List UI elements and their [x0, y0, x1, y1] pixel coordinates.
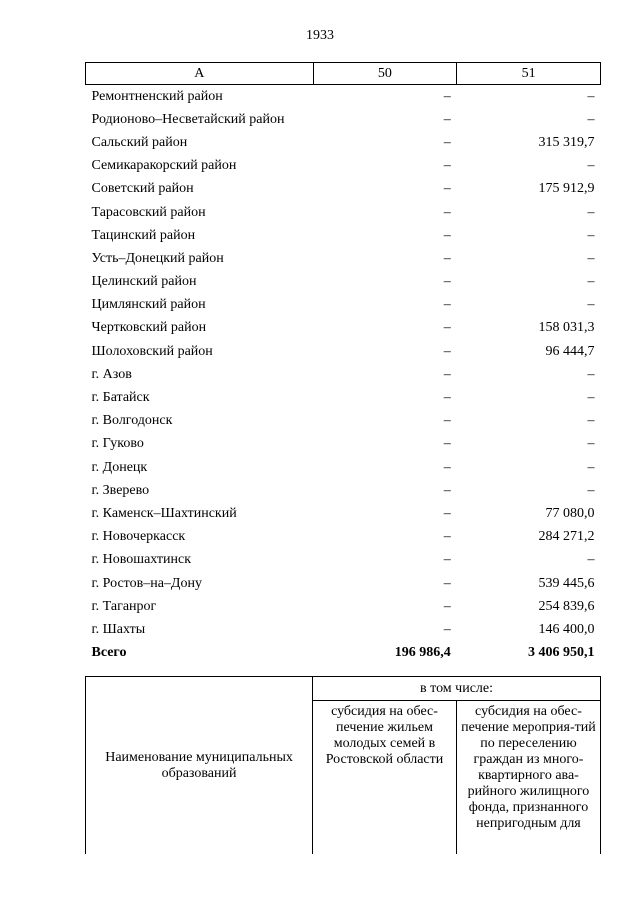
table-row — [86, 271, 601, 294]
resettlement-subsidy-text: субсидия на обес-печение мероприя-тий по переселению граждан из много-квартирного ава-рийного жилищного фонда, признанного непригодным для — [461, 704, 596, 831]
municipality-name: г. Новошахтинск — [91, 552, 192, 568]
value-col-50: – — [443, 88, 451, 104]
value-col-51: – — [587, 274, 595, 290]
table-row — [86, 572, 601, 595]
value-col-51: – — [587, 297, 595, 313]
value-col-50: – — [443, 552, 451, 568]
value-col-50: – — [443, 134, 451, 150]
table-row — [86, 456, 601, 479]
municipality-name: г. Батайск — [91, 390, 150, 406]
municipality-name: г. Таганрог — [91, 598, 157, 614]
value-col-50: – — [443, 482, 451, 498]
value-col-51: – — [587, 88, 595, 104]
table-row — [86, 549, 601, 572]
municipality-name: Ремонтненский район — [91, 88, 223, 104]
municipality-name: Целинский район — [91, 274, 197, 290]
municipality-name: Цимлянский район — [91, 297, 206, 313]
value-col-50: – — [443, 459, 451, 475]
value-col-50: – — [443, 343, 451, 359]
municipality-name: Семикаракорский район — [91, 158, 237, 174]
table-row — [86, 155, 601, 178]
municipality-name: г. Шахты — [91, 621, 146, 637]
value-col-51: 315 319,7 — [538, 134, 595, 150]
value-col-50: – — [443, 181, 451, 197]
municipality-name: г. Новочеркасск — [91, 529, 186, 545]
value-col-51: – — [587, 482, 595, 498]
municipality-name: г. Волгодонск — [91, 413, 173, 429]
header-col-51: 51 — [457, 63, 601, 85]
value-col-51: 175 912,9 — [538, 181, 595, 197]
municipality-name: г. Гуково — [91, 436, 144, 452]
table-row — [86, 433, 601, 456]
table-row — [86, 618, 601, 641]
value-col-50: – — [443, 274, 451, 290]
value-col-51: – — [587, 366, 595, 382]
value-col-51: – — [587, 227, 595, 243]
table-row — [86, 479, 601, 502]
header-row — [86, 63, 601, 85]
municipality-name: г. Донецк — [91, 459, 148, 475]
municipality-name: г. Каменск–Шахтинский — [91, 505, 237, 521]
value-col-50: – — [443, 297, 451, 313]
value-col-51: – — [587, 436, 595, 452]
municipality-name: г. Ростов–на–Дону — [91, 575, 202, 591]
value-col-51: – — [587, 158, 595, 174]
value-col-50: – — [443, 436, 451, 452]
table-row — [86, 340, 601, 363]
value-col-50: – — [443, 598, 451, 614]
page-number: 1933 — [306, 28, 334, 43]
total-row — [86, 642, 601, 665]
table-body — [86, 85, 601, 665]
municipality-name-header: Наименование муниципальных образований — [86, 677, 313, 855]
municipality-name: Родионово–Несветайский район — [91, 111, 285, 127]
table-row — [86, 178, 601, 201]
value-col-50: – — [443, 227, 451, 243]
value-col-51: 77 080,0 — [545, 505, 595, 521]
value-col-50: – — [443, 111, 451, 127]
value-col-50: – — [443, 390, 451, 406]
value-col-50: – — [443, 575, 451, 591]
value-col-51: – — [587, 250, 595, 266]
value-col-51: 158 031,3 — [538, 320, 595, 336]
municipality-name: Чертковский район — [91, 320, 207, 336]
header-col-50: 50 — [313, 63, 457, 85]
value-col-51: – — [587, 204, 595, 220]
municipality-name: Всего — [91, 645, 127, 661]
value-col-50: – — [443, 413, 451, 429]
value-col-50: 196 986,4 — [394, 645, 451, 661]
municipality-name: Советский район — [91, 181, 194, 197]
value-col-50: – — [443, 621, 451, 637]
table-row — [86, 247, 601, 270]
table-row — [86, 595, 601, 618]
young-families-subsidy-header: субсидия на обес-печение жильем молодых семей в Ростовской области — [313, 701, 457, 855]
value-col-50: – — [443, 204, 451, 220]
value-col-51: 539 445,6 — [538, 575, 595, 591]
table-row — [86, 201, 601, 224]
resettlement-subsidy-header — [456, 701, 600, 855]
municipality-name: Шолоховский район — [91, 343, 213, 359]
table-row — [86, 294, 601, 317]
table-row — [86, 502, 601, 525]
value-col-51: – — [587, 390, 595, 406]
value-col-50: – — [443, 366, 451, 382]
value-col-51: 284 271,2 — [538, 529, 595, 545]
value-col-51: 146 400,0 — [538, 621, 595, 637]
value-col-50: – — [443, 158, 451, 174]
including-header: в том числе: — [313, 677, 601, 701]
value-col-51: 96 444,7 — [545, 343, 595, 359]
value-col-50: – — [443, 505, 451, 521]
municipality-name: г. Зверево — [91, 482, 150, 498]
table-row — [86, 526, 601, 549]
municipality-name: Тарасовский район — [91, 204, 206, 220]
value-col-50: – — [443, 250, 451, 266]
table-row — [86, 363, 601, 386]
value-col-50: – — [443, 320, 451, 336]
municipality-name: г. Азов — [91, 366, 132, 382]
table-row — [86, 224, 601, 247]
value-col-50: – — [443, 529, 451, 545]
next-table-header — [85, 676, 601, 854]
value-col-51: – — [587, 552, 595, 568]
value-col-51: – — [587, 413, 595, 429]
value-col-51: 3 406 950,1 — [528, 645, 595, 661]
table-row — [86, 410, 601, 433]
municipality-name: Тацинский район — [91, 227, 196, 243]
table-row — [86, 386, 601, 409]
table-row — [86, 131, 601, 154]
municipality-name: Сальский район — [91, 134, 188, 150]
subsidy-table — [85, 62, 601, 665]
table-row — [86, 317, 601, 340]
municipality-name: Усть–Донецкий район — [91, 250, 224, 266]
table-row — [86, 85, 601, 109]
table-row — [86, 108, 601, 131]
header-col-a: А — [86, 63, 314, 85]
value-col-51: – — [587, 459, 595, 475]
value-col-51: 254 839,6 — [538, 598, 595, 614]
value-col-51: – — [587, 111, 595, 127]
